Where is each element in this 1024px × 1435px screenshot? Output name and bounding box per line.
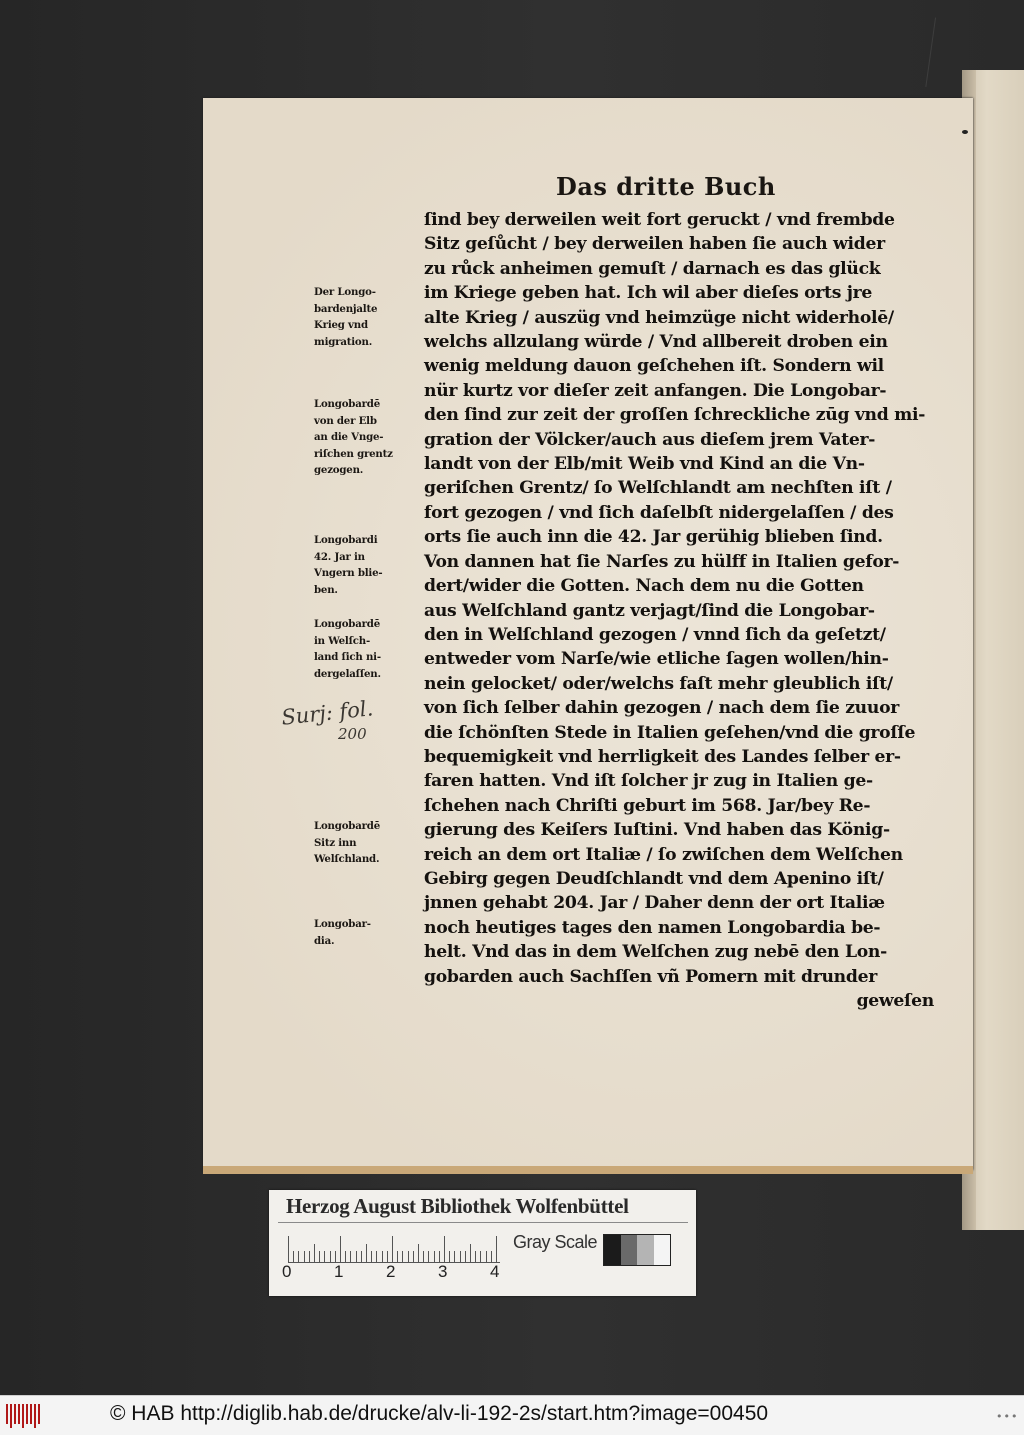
margin-note-line: ben. <box>314 583 338 596</box>
margin-note <box>314 616 422 682</box>
ruler-tick <box>298 1251 299 1262</box>
footer-credit[interactable]: © HAB http://diglib.hab.de/drucke/alv-li-192-2s/start.htm?image=00450 <box>110 1402 769 1425</box>
gray-scale-swatches <box>603 1234 671 1266</box>
hab-barcode-logo-icon <box>6 1404 42 1428</box>
ruler-tick <box>366 1244 367 1262</box>
logo-bar <box>10 1404 12 1428</box>
margin-note-line: Longobardi <box>314 534 378 546</box>
text-line: Sitz geſůcht / bey derweilen haben ſie auch wider <box>424 234 885 255</box>
gray-scale-label: Gray Scale <box>513 1232 598 1252</box>
ruler-tick <box>428 1251 429 1262</box>
ruler-tick <box>293 1251 294 1262</box>
text-line: den ſind zur zeit der groſſen ſchreckliche zūg vnd mi- <box>424 405 926 426</box>
margin-note-line: Longobardē <box>314 618 380 630</box>
margin-note-line: an die Vnge- <box>314 431 384 444</box>
text-line: fort gezogen / vnd ſich daſelbſt nidergelaſſen / des <box>424 502 894 523</box>
ruler-tick <box>465 1251 466 1262</box>
text-line: von ſich ſelber dahin gezogen / nach dem ſie zuuor <box>424 698 899 719</box>
ruler-number: 3 <box>438 1262 448 1281</box>
text-line: helt. Vnd das in dem Welſchen zug nebē den Lon- <box>424 942 887 963</box>
margin-note-line: dia. <box>314 934 335 947</box>
ruler-tick <box>356 1251 357 1262</box>
text-line: gierung des Keiſers Iuſtini. Vnd haben das König- <box>424 820 890 841</box>
gray-swatch <box>637 1235 654 1265</box>
logo-bar <box>26 1404 28 1424</box>
ruler-tick <box>480 1251 481 1262</box>
ruler-tick <box>304 1251 305 1262</box>
logo-bar <box>38 1404 40 1424</box>
text-line: im Kriege geben hat. Ich wil aber dieſes orts jre <box>424 283 873 304</box>
ruler-tick <box>309 1251 310 1262</box>
margin-note-line: in Welſch- <box>314 634 371 647</box>
text-line: jnnen gehabt 204. Jar / Daher denn der ort Italiæ <box>424 893 885 914</box>
text-line: zu růck anheimen gemuſt / darnach es das glück <box>424 258 881 279</box>
ruler-tick <box>397 1251 398 1262</box>
text-line: ſchehen nach Chriſti geburt im 568. Jar/bey Re- <box>424 795 871 816</box>
card-divider <box>278 1222 688 1223</box>
margin-note-line: Sitz inn <box>314 836 357 849</box>
ruler-tick <box>444 1236 445 1262</box>
ruler-tick <box>288 1236 289 1262</box>
ruler-number: 0 <box>282 1262 292 1281</box>
text-line: ſind bey derweilen weit fort geruckt / vnd frembde <box>424 210 895 230</box>
more-dots-icon: ••• <box>996 1410 1019 1423</box>
margin-note-line: Krieg vnd <box>314 319 368 332</box>
ruler-tick <box>314 1244 315 1262</box>
ruler-tick <box>418 1244 419 1262</box>
ruler-tick <box>350 1251 351 1262</box>
ruler-tick <box>376 1251 377 1262</box>
text-line: Gebirg gegen Deudſchlandt vnd dem Apenino iſt/ <box>424 868 884 889</box>
logo-bar <box>30 1404 32 1424</box>
page-bottom-edge <box>203 1166 973 1174</box>
text-line: wenig meldung dauon geſchehen iſt. Sondern wil <box>424 356 884 377</box>
ruler-tick <box>460 1251 461 1262</box>
text-line: gobarden auch Sachſſen vñ Pomern mit drunder <box>424 966 877 987</box>
text-line: Von dannen hat ſie Narſes zu hülff in Italien gefor- <box>424 551 900 572</box>
gray-swatch <box>654 1235 671 1265</box>
logo-bar <box>6 1404 8 1424</box>
ruler-tick <box>454 1251 455 1262</box>
ruler-tick <box>491 1251 492 1262</box>
margin-note-line: gezogen. <box>314 464 364 477</box>
text-line: die ſchönſten Stede in Italien geſehen/vnd die groſſe <box>424 722 916 743</box>
ruler-tick <box>345 1251 346 1262</box>
running-head: Das dritte Buch <box>556 172 776 201</box>
text-line: landt von der Elb/mit Weib vnd Kind an die Vn- <box>424 454 865 475</box>
body-text <box>424 208 944 1013</box>
text-line: entweder vom Narſe/wie etliche ſagen wollen/hin- <box>424 649 889 670</box>
ruler-tick <box>382 1251 383 1262</box>
text-line: welchs allzulang würde / Vnd allbereit droben ein <box>424 332 888 353</box>
margin-note-line: von der Elb <box>314 414 377 427</box>
margin-note-line: land ſich ni- <box>314 651 381 664</box>
ruler-tick <box>335 1251 336 1262</box>
margin-note <box>314 532 422 598</box>
ruler-tick <box>408 1251 409 1262</box>
text-line: dert/wider die Gotten. Nach dem nu die Gotten <box>424 576 864 597</box>
margin-note-line: Longobardē <box>314 820 380 832</box>
text-line: aus Welſchland gantz verjagt/ſind die Longobar- <box>424 600 875 621</box>
margin-note-line: Welſchland. <box>314 853 380 866</box>
ruler-tick <box>475 1251 476 1262</box>
text-line: gration der Völcker/auch aus dieſem jrem Vater- <box>424 429 876 450</box>
margin-note-line: Vngern blie- <box>314 567 383 580</box>
ruler-number: 1 <box>334 1262 344 1281</box>
ruler-tick <box>392 1236 393 1262</box>
ink-speck <box>962 130 968 134</box>
ruler-tick <box>371 1251 372 1262</box>
margin-note <box>314 916 422 949</box>
ruler-tick <box>486 1251 487 1262</box>
margin-note-line: migration. <box>314 335 373 348</box>
text-line: faren hatten. Vnd iſt ſolcher jr zug in Italien ge- <box>424 771 873 792</box>
text-line: geriſchen Grentz/ ſo Welſchlandt am nechſten iſt / <box>424 478 892 499</box>
logo-bar <box>22 1404 24 1428</box>
ruler-tick <box>340 1236 341 1262</box>
ruler-tick <box>361 1251 362 1262</box>
margin-note-line: Der Longo- <box>314 286 376 298</box>
ruler-tick <box>449 1251 450 1262</box>
ruler-number: 4 <box>490 1262 500 1281</box>
ruler-tick <box>496 1236 497 1262</box>
ruler-tick <box>324 1251 325 1262</box>
gray-swatch <box>604 1235 621 1265</box>
text-line: bequemigkeit vnd herrligkeit des Landes ſelber er- <box>424 746 901 767</box>
catchword: geweſen <box>856 991 934 1011</box>
margin-note <box>314 284 422 350</box>
margin-note-line: bardenjalte <box>314 302 378 315</box>
text-line: nür kurtz vor dieſer zeit anfangen. Die Longobar- <box>424 380 887 401</box>
ruler-number: 2 <box>386 1262 396 1281</box>
ruler-tick <box>319 1251 320 1262</box>
ruler-tick <box>423 1251 424 1262</box>
library-name: Herzog August Bibliothek Wolfenbüttel <box>286 1194 629 1218</box>
ruler-tick <box>330 1251 331 1262</box>
ruler-tick <box>434 1251 435 1262</box>
margin-note-line: riſchen grentz <box>314 447 393 460</box>
margin-note-line: 42. Jar in <box>314 550 365 563</box>
margin-note-line: dergelaſſen. <box>314 667 381 680</box>
ruler-tick <box>402 1251 403 1262</box>
handwritten-note-number: 200 <box>338 725 367 743</box>
text-line: nein gelocket/ oder/welchs faſt mehr gleublich iſt/ <box>424 673 893 694</box>
ruler-tick <box>470 1244 471 1262</box>
gray-swatch <box>621 1235 638 1265</box>
text-line: alte Krieg / auszüg vnd heimzüge nicht widerholē/ <box>424 307 894 328</box>
logo-bar <box>18 1404 20 1424</box>
logo-bar <box>34 1404 36 1428</box>
margin-note <box>314 396 422 479</box>
text-line: den in Welſchland gezogen / vnnd ſich da geſetzt/ <box>424 624 886 645</box>
ruler-tick <box>387 1251 388 1262</box>
text-line: reich an dem ort Italiæ / ſo zwiſchen dem Welſchen <box>424 844 903 865</box>
handwritten-note: Surj: fol. <box>280 696 375 730</box>
ruler-tick <box>413 1251 414 1262</box>
text-line: noch heutiges tages den namen Longobardia be- <box>424 917 881 938</box>
text-line: orts ſie auch inn die 42. Jar gerühig blieben ſind. <box>424 527 883 548</box>
margin-note-line: Longobar- <box>314 918 371 930</box>
logo-bar <box>14 1404 16 1424</box>
margin-note-line: Longobardē <box>314 398 380 410</box>
ruler-tick <box>439 1251 440 1262</box>
margin-note <box>314 818 422 868</box>
